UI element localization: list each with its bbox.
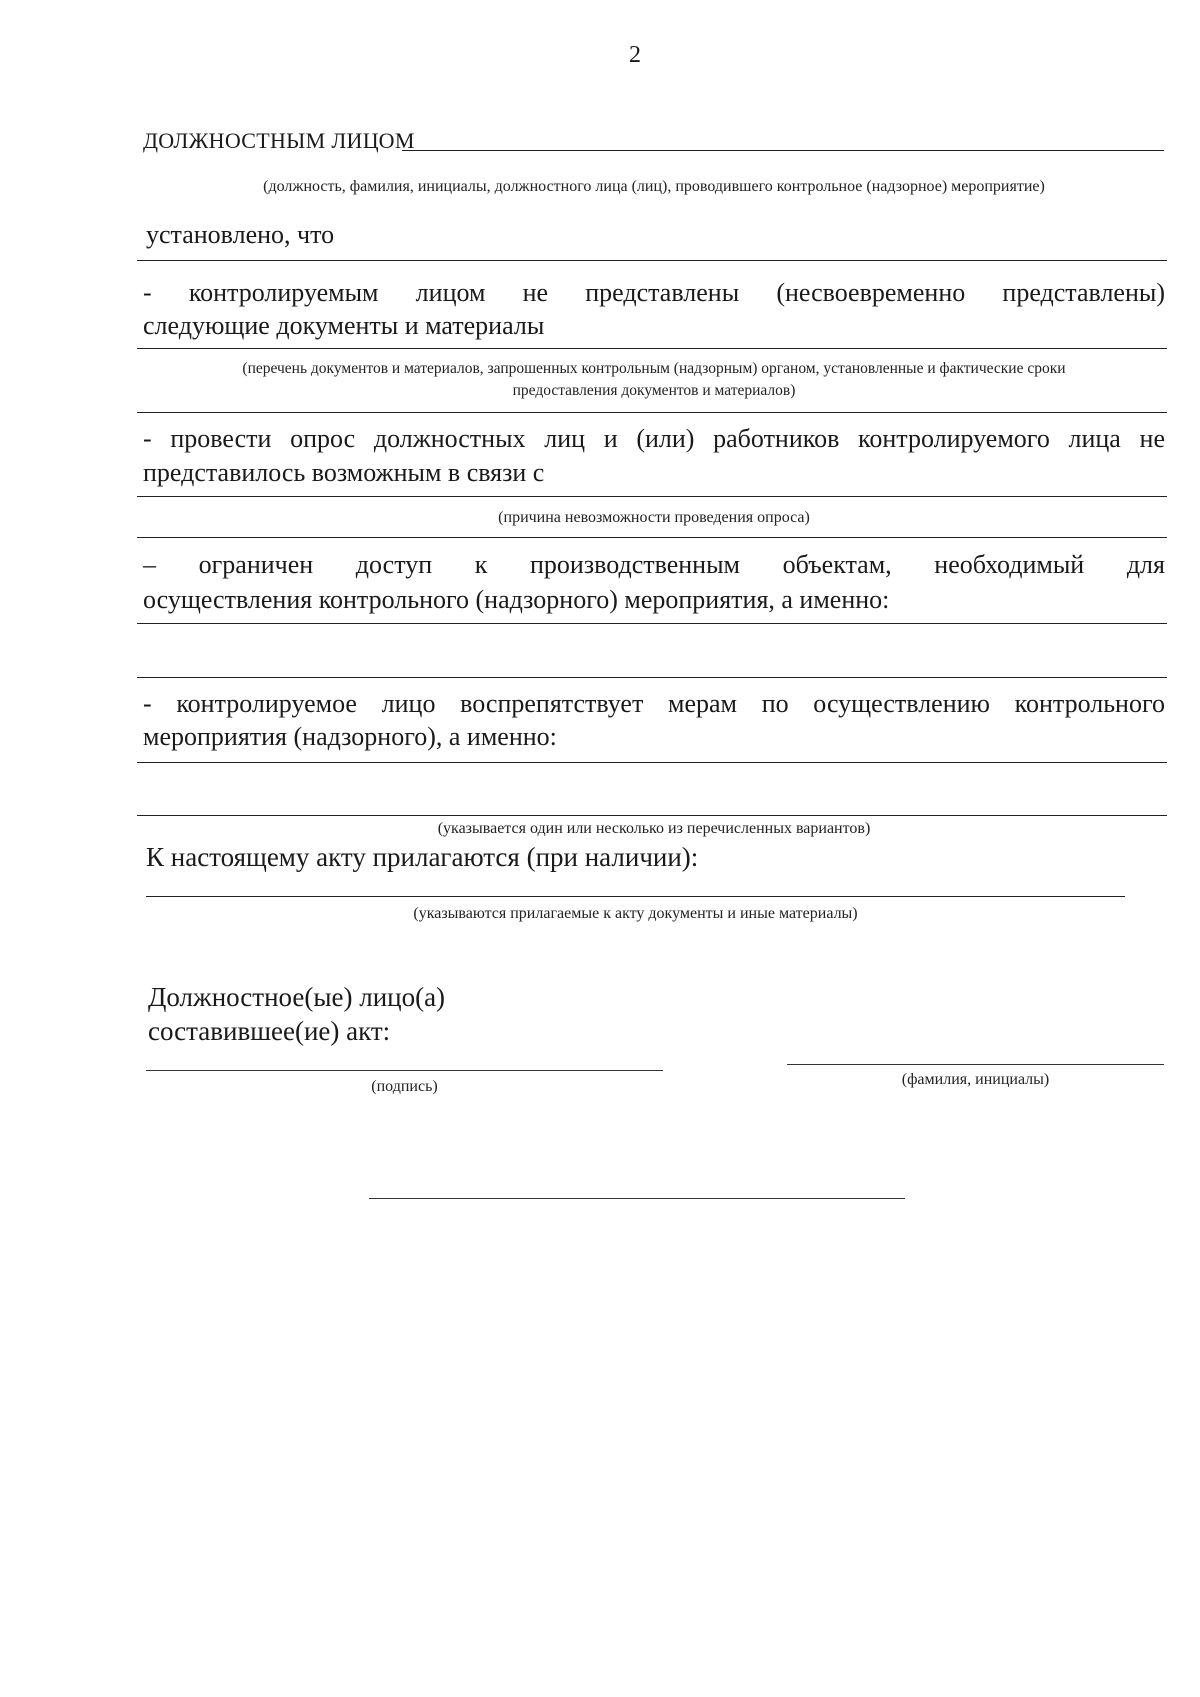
documents-fill-line-2[interactable] bbox=[137, 412, 1167, 413]
survey-fill-line-2[interactable] bbox=[137, 537, 1167, 538]
official-caption: (должность, фамилия, инициалы, должностного лица (лиц), проводившего контрольное (надзорное) мероприятие) bbox=[263, 178, 1045, 195]
survey-fill-line[interactable] bbox=[137, 496, 1167, 497]
access-restricted-line2: осуществления контрольного (надзорного) мероприятия, а именно: bbox=[143, 585, 890, 614]
obstruction-line1: - контролируемое лицо воспрепятствует мерам по осуществлению контрольного bbox=[143, 689, 1165, 718]
obstruction-line2: мероприятия (надзорного), а именно: bbox=[143, 722, 557, 751]
official-label: ДОЛЖНОСТНЫМ ЛИЦОМ bbox=[143, 128, 415, 153]
attachments-caption: (указываются прилагаемые к акту документы и иные материалы) bbox=[413, 905, 858, 922]
signature-line[interactable] bbox=[146, 1070, 663, 1071]
documents-caption-line1: (перечень документов и материалов, запрошенных контрольным (надзорным) органом, установленные и фактические сроки bbox=[242, 360, 1066, 377]
closing-separator-line bbox=[369, 1198, 905, 1199]
attachments-fill-line[interactable] bbox=[146, 896, 1125, 897]
obstruction-fill-line[interactable] bbox=[137, 762, 1167, 763]
survey-caption: (причина невозможности проведения опроса) bbox=[498, 509, 810, 526]
name-caption: (фамилия, инициалы) bbox=[901, 1071, 1050, 1088]
page-number: 2 bbox=[629, 42, 641, 68]
established-text: установлено, что bbox=[146, 220, 335, 249]
documents-caption-line2: предоставления документов и материалов) bbox=[512, 382, 796, 399]
established-fill-line[interactable] bbox=[137, 260, 1167, 261]
access-fill-line[interactable] bbox=[137, 623, 1167, 624]
survey-impossible-line2: представилось возможным в связи с bbox=[143, 458, 545, 487]
access-restricted-line1: – ограничен доступ к производственным объектам, необходимый для bbox=[143, 550, 1165, 579]
official-fill-line[interactable] bbox=[402, 150, 1164, 151]
attachments-text: К настоящему акту прилагаются (при наличии): bbox=[146, 842, 699, 872]
documents-not-provided-line2: следующие документы и материалы bbox=[143, 311, 545, 340]
access-fill-line-2[interactable] bbox=[137, 677, 1167, 678]
obstruction-caption: (указывается один или несколько из перечисленных вариантов) bbox=[437, 820, 871, 837]
signatories-label-line1: Должностное(ые) лицо(а) bbox=[148, 982, 446, 1012]
obstruction-fill-line-2[interactable] bbox=[137, 815, 1167, 816]
name-line[interactable] bbox=[787, 1064, 1164, 1065]
documents-fill-line[interactable] bbox=[137, 348, 1167, 349]
documents-not-provided-line1: - контролируемым лицом не представлены (несвоевременно представлены) bbox=[143, 278, 1165, 307]
signature-caption: (подпись) bbox=[371, 1078, 438, 1095]
survey-impossible-line1: - провести опрос должностных лиц и (или) работников контролируемого лица не bbox=[143, 424, 1165, 453]
signatories-label-line2: составившее(ие) акт: bbox=[148, 1016, 391, 1046]
